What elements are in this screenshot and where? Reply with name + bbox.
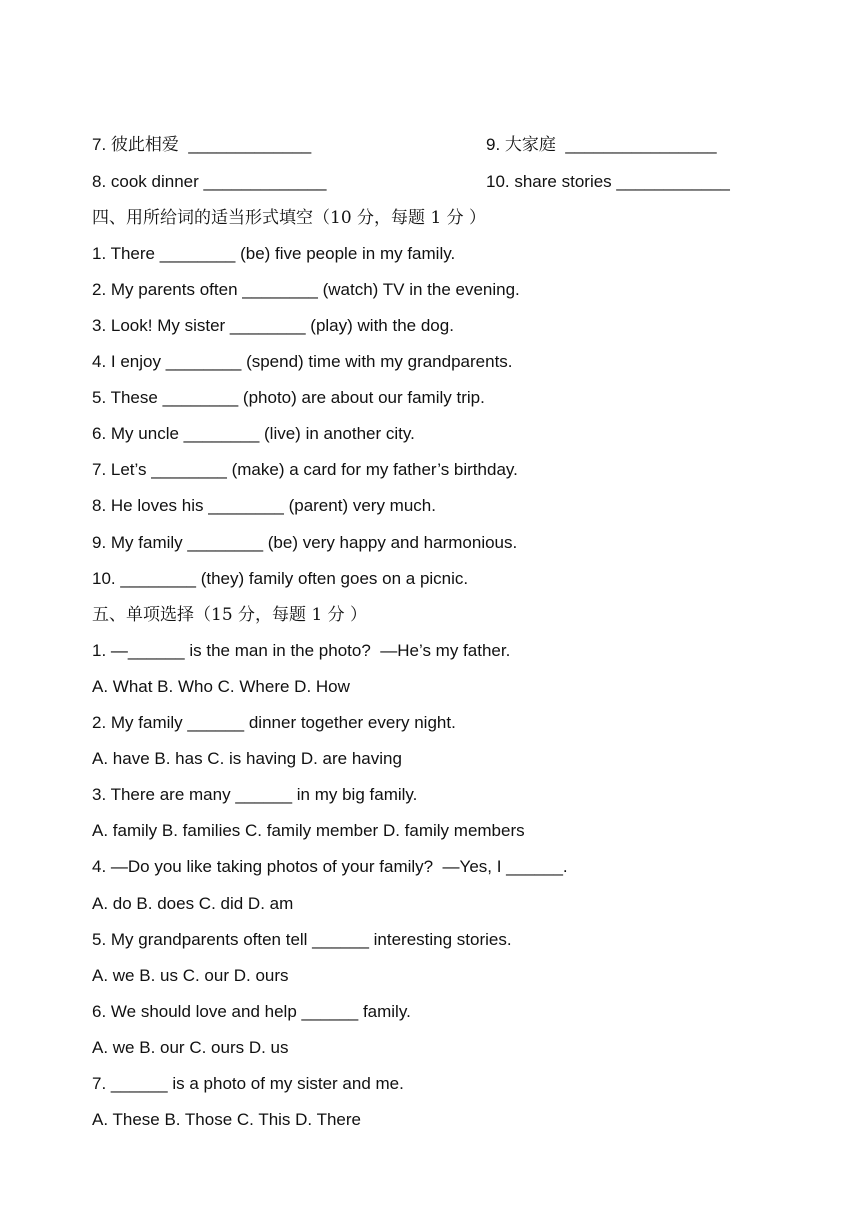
fill-blank-item: 3. Look! My sister ________ (play) with the dog. (92, 316, 454, 335)
question-options: A. we B. us C. our D. ours (92, 966, 289, 985)
fill-blank-item: 9. My family ________ (be) very happy and harmonious. (92, 533, 518, 552)
question-stem: 4. —Do you like taking photos of your family? —Yes, I ______. (92, 857, 568, 876)
fill-blank-item: 6. My uncle ________ (live) in another city. (92, 424, 415, 443)
fill-blank-item: 10. ________ (they) family often goes on a picnic. (92, 569, 469, 588)
question-options: A. do B. does C. did D. am (92, 894, 294, 913)
question-stem: 1. —______ is the man in the photo? —He’s my father. (92, 641, 511, 660)
section-heading: 五、单项选择（15 分，每题 1 分 ） (92, 605, 368, 625)
fill-blank-item: 4. I enjoy ________ (spend) time with my grandparents. (92, 352, 513, 371)
fill-blank-item: 2. My parents often ________ (watch) TV in the evening. (92, 280, 520, 299)
question-options: A. What B. Who C. Where D. How (92, 677, 350, 696)
section-heading: 四、用所给词的适当形式填空（10 分，每题 1 分 ） (92, 208, 487, 228)
question-options: A. we B. our C. ours D. us (92, 1038, 289, 1057)
question-stem: 7. ______ is a photo of my sister and me. (92, 1074, 404, 1093)
fill-blank-item: 8. He loves his ________ (parent) very much. (92, 496, 436, 515)
question-stem: 3. There are many ______ in my big family. (92, 785, 418, 804)
vocab-item: 8. cook dinner _____________ (92, 172, 327, 191)
fill-blank-item: 5. These ________ (photo) are about our family trip. (92, 388, 485, 407)
fill-blank-item: 1. There ________ (be) five people in my family. (92, 244, 456, 263)
question-options: A. These B. Those C. This D. There (92, 1110, 361, 1129)
question-options: A. family B. families C. family member D. family members (92, 821, 525, 840)
question-stem: 6. We should love and help ______ family. (92, 1002, 411, 1021)
vocab-item: 7. 彼此相爱 _____________ (92, 135, 312, 154)
question-stem: 5. My grandparents often tell ______ interesting stories. (92, 930, 512, 949)
vocab-item: 10. share stories ____________ (486, 172, 730, 191)
vocab-item: 9. 大家庭 ________________ (486, 135, 717, 154)
question-stem: 2. My family ______ dinner together every night. (92, 713, 456, 732)
question-options: A. have B. has C. is having D. are having (92, 749, 402, 768)
fill-blank-item: 7. Let’s ________ (make) a card for my father’s birthday. (92, 460, 518, 479)
